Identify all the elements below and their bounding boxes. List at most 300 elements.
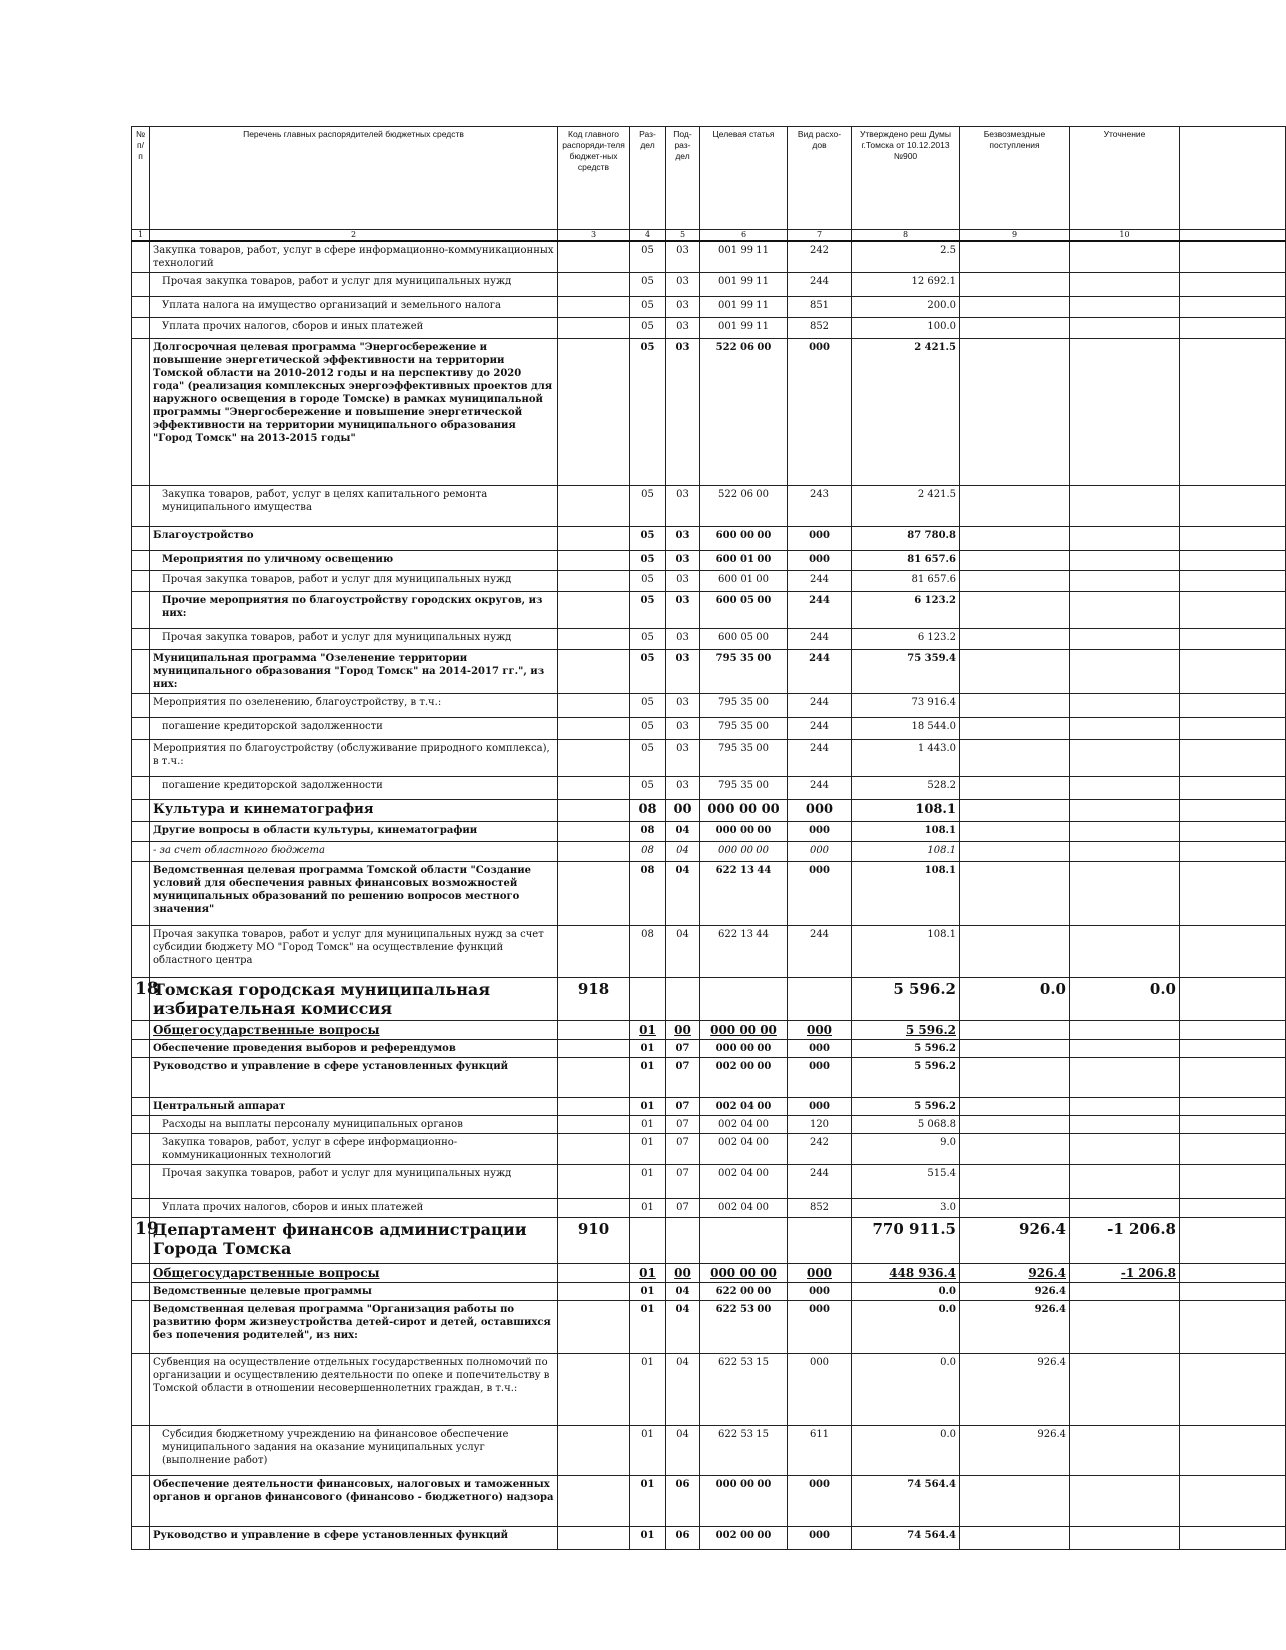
expense-type: 000: [788, 862, 852, 926]
table-row: [132, 1098, 1286, 1116]
grants-amount: [960, 1021, 1070, 1040]
item-name: Прочая закупка товаров, работ и услуг для муниципальных нужд: [150, 629, 558, 650]
adjustment-amount: [1070, 694, 1180, 718]
subsection-code: 03: [666, 551, 700, 571]
expense-type: 244: [788, 273, 852, 297]
subsection-code: 03: [666, 694, 700, 718]
item-name: Уплата прочих налогов, сборов и иных платежей: [150, 1199, 558, 1218]
adjustment-amount: [1070, 241, 1180, 273]
table-row: [132, 862, 1286, 926]
item-name: Мероприятия по благоустройству (обслуживание природного комплекса), в т.ч.:: [150, 740, 558, 777]
row-number: 19: [132, 1218, 150, 1264]
header-col-3: Код главного распоряди-теля бюджет-ных средств: [558, 127, 630, 230]
subsection-code: 03: [666, 297, 700, 318]
extra-cell: [1180, 694, 1286, 718]
grbs-code: [558, 1199, 630, 1218]
adjustment-amount: [1070, 1476, 1180, 1527]
item-name: Субсидия бюджетному учреждению на финансовое обеспечение муниципального задания на оказание муниципальных услуг (выполнение работ): [150, 1426, 558, 1476]
approved-amount: 2 421.5: [852, 486, 960, 527]
grbs-code: [558, 629, 630, 650]
expense-type: 000: [788, 822, 852, 842]
subsection-code: 03: [666, 650, 700, 694]
target-article: 795 35 00: [700, 694, 788, 718]
row-number: [132, 740, 150, 777]
extra-cell: [1180, 1021, 1286, 1040]
approved-amount: 81 657.6: [852, 551, 960, 571]
table-row: [132, 527, 1286, 551]
target-article: 000 00 00: [700, 842, 788, 862]
expense-type: 000: [788, 1264, 852, 1283]
table-row: [132, 273, 1286, 297]
adjustment-amount: [1070, 1199, 1180, 1218]
expense-type: 000: [788, 339, 852, 486]
grants-amount: [960, 629, 1070, 650]
grants-amount: [960, 1098, 1070, 1116]
grants-amount: [960, 318, 1070, 339]
extra-cell: [1180, 1264, 1286, 1283]
column-number-row: [132, 230, 1286, 242]
approved-amount: 515.4: [852, 1165, 960, 1199]
adjustment-amount: [1070, 486, 1180, 527]
table-row: [132, 629, 1286, 650]
approved-amount: 9.0: [852, 1134, 960, 1165]
adjustment-amount: [1070, 551, 1180, 571]
row-number: [132, 571, 150, 592]
expense-type: 120: [788, 1116, 852, 1134]
item-name: Муниципальная программа "Озеленение территории муниципального образования "Город Томск" на 2014-2017 гг.", из них:: [150, 650, 558, 694]
grbs-code: [558, 1098, 630, 1116]
item-name: Уплата прочих налогов, сборов и иных платежей: [150, 318, 558, 339]
col-number: 10: [1070, 230, 1180, 242]
extra-cell: [1180, 862, 1286, 926]
item-name: Ведомственные целевые программы: [150, 1283, 558, 1301]
subsection-code: 04: [666, 1354, 700, 1426]
row-number: [132, 318, 150, 339]
grbs-code: [558, 862, 630, 926]
section-code: 05: [630, 718, 666, 740]
extra-cell: [1180, 650, 1286, 694]
grants-amount: [960, 862, 1070, 926]
grbs-code: [558, 694, 630, 718]
row-number: [132, 1283, 150, 1301]
grants-amount: 926.4: [960, 1354, 1070, 1426]
section-code: 05: [630, 297, 666, 318]
table-row: [132, 740, 1286, 777]
grbs-code: [558, 718, 630, 740]
extra-cell: [1180, 1301, 1286, 1354]
section-code: 05: [630, 241, 666, 273]
approved-amount: 1 443.0: [852, 740, 960, 777]
grants-amount: 926.4: [960, 1264, 1070, 1283]
target-article: 795 35 00: [700, 740, 788, 777]
grbs-code: [558, 800, 630, 822]
grbs-code: [558, 241, 630, 273]
adjustment-amount: [1070, 777, 1180, 800]
extra-cell: [1180, 978, 1286, 1021]
adjustment-amount: [1070, 1040, 1180, 1058]
header-col-7: Вид расхо-дов: [788, 127, 852, 230]
expense-type: 244: [788, 1165, 852, 1199]
expense-type: 852: [788, 1199, 852, 1218]
extra-cell: [1180, 1354, 1286, 1426]
section-code: 01: [630, 1058, 666, 1098]
section-code: 01: [630, 1264, 666, 1283]
col-number: 3: [558, 230, 630, 242]
header-col-10: Уточнение: [1070, 127, 1180, 230]
section-code: 01: [630, 1527, 666, 1550]
grants-amount: [960, 1476, 1070, 1527]
subsection-code: 00: [666, 800, 700, 822]
extra-cell: [1180, 740, 1286, 777]
extra-cell: [1180, 1527, 1286, 1550]
target-article: [700, 1218, 788, 1264]
table-row: [132, 1218, 1286, 1264]
subsection-code: 03: [666, 486, 700, 527]
extra-cell: [1180, 1116, 1286, 1134]
extra-cell: [1180, 1058, 1286, 1098]
extra-cell: [1180, 1199, 1286, 1218]
section-code: 05: [630, 740, 666, 777]
expense-type: 000: [788, 1098, 852, 1116]
approved-amount: 2 421.5: [852, 339, 960, 486]
grbs-code: [558, 486, 630, 527]
target-article: 000 00 00: [700, 800, 788, 822]
grants-amount: [960, 650, 1070, 694]
section-code: 01: [630, 1116, 666, 1134]
target-article: 600 05 00: [700, 629, 788, 650]
grants-amount: [960, 1058, 1070, 1098]
extra-cell: [1180, 1098, 1286, 1116]
row-number: [132, 1165, 150, 1199]
approved-amount: 87 780.8: [852, 527, 960, 551]
approved-amount: 6 123.2: [852, 629, 960, 650]
expense-type: 000: [788, 1040, 852, 1058]
grbs-code: [558, 1058, 630, 1098]
expense-type: 000: [788, 1476, 852, 1527]
table-row: [132, 1476, 1286, 1527]
expense-type: 244: [788, 694, 852, 718]
table-row: [132, 822, 1286, 842]
approved-amount: 5 596.2: [852, 1040, 960, 1058]
extra-cell: [1180, 571, 1286, 592]
table-row: [132, 1301, 1286, 1354]
target-article: 002 00 00: [700, 1527, 788, 1550]
subsection-code: 04: [666, 822, 700, 842]
grbs-code: [558, 842, 630, 862]
table-row: [132, 1354, 1286, 1426]
item-name: Уплата налога на имущество организаций и земельного налога: [150, 297, 558, 318]
adjustment-amount: [1070, 650, 1180, 694]
section-code: 05: [630, 339, 666, 486]
expense-type: 852: [788, 318, 852, 339]
row-number: [132, 1354, 150, 1426]
section-code: 01: [630, 1301, 666, 1354]
header-col-8: Утверждено реш Думы г.Томска от 10.12.2013 №900: [852, 127, 960, 230]
subsection-code: 04: [666, 1301, 700, 1354]
subsection-code: 03: [666, 339, 700, 486]
row-number: [132, 650, 150, 694]
extra-cell: [1180, 777, 1286, 800]
grants-amount: [960, 740, 1070, 777]
expense-type: 851: [788, 297, 852, 318]
item-name: Мероприятия по озеленению, благоустройству, в т.ч.:: [150, 694, 558, 718]
grants-amount: [960, 1134, 1070, 1165]
grbs-code: [558, 822, 630, 842]
expense-type: 244: [788, 650, 852, 694]
row-number: [132, 777, 150, 800]
col-number-extra: [1180, 230, 1286, 242]
grants-amount: [960, 571, 1070, 592]
row-number: [132, 1021, 150, 1040]
item-name: Общегосударственные вопросы: [150, 1021, 558, 1040]
table-row: [132, 1199, 1286, 1218]
approved-amount: 18 544.0: [852, 718, 960, 740]
expense-type: [788, 1218, 852, 1264]
target-article: 002 04 00: [700, 1134, 788, 1165]
table-row: [132, 1116, 1286, 1134]
table-row: [132, 592, 1286, 629]
target-article: 001 99 11: [700, 297, 788, 318]
col-number: 7: [788, 230, 852, 242]
row-number: [132, 862, 150, 926]
grbs-code: [558, 650, 630, 694]
row-number: [132, 1426, 150, 1476]
approved-amount: 448 936.4: [852, 1264, 960, 1283]
grants-amount: [960, 1527, 1070, 1550]
table-row: [132, 650, 1286, 694]
subsection-code: 06: [666, 1476, 700, 1527]
table-row: [132, 297, 1286, 318]
extra-cell: [1180, 273, 1286, 297]
table-row: [132, 926, 1286, 978]
grants-amount: [960, 527, 1070, 551]
target-article: 600 05 00: [700, 592, 788, 629]
section-code: 01: [630, 1098, 666, 1116]
adjustment-amount: [1070, 527, 1180, 551]
approved-amount: 73 916.4: [852, 694, 960, 718]
adjustment-amount: [1070, 1426, 1180, 1476]
target-article: 600 01 00: [700, 551, 788, 571]
table-row: [132, 339, 1286, 486]
grants-amount: [960, 1040, 1070, 1058]
adjustment-amount: [1070, 1021, 1180, 1040]
grants-amount: [960, 694, 1070, 718]
row-number: [132, 629, 150, 650]
grbs-code: [558, 1134, 630, 1165]
grbs-code: [558, 571, 630, 592]
target-article: 522 06 00: [700, 486, 788, 527]
item-name: Расходы на выплаты персоналу муниципальных органов: [150, 1116, 558, 1134]
approved-amount: 108.1: [852, 862, 960, 926]
approved-amount: 0.0: [852, 1354, 960, 1426]
target-article: 795 35 00: [700, 650, 788, 694]
section-code: 05: [630, 592, 666, 629]
target-article: 000 00 00: [700, 1040, 788, 1058]
row-number: [132, 1476, 150, 1527]
table-row: [132, 551, 1286, 571]
subsection-code: 07: [666, 1040, 700, 1058]
target-article: 522 06 00: [700, 339, 788, 486]
grbs-code: [558, 1165, 630, 1199]
approved-amount: 0.0: [852, 1283, 960, 1301]
adjustment-amount: [1070, 339, 1180, 486]
subsection-code: 03: [666, 629, 700, 650]
row-number: [132, 339, 150, 486]
extra-cell: [1180, 718, 1286, 740]
section-code: 05: [630, 650, 666, 694]
section-code: 01: [630, 1199, 666, 1218]
budget-document: [131, 126, 1275, 1550]
adjustment-amount: [1070, 273, 1180, 297]
expense-type: 244: [788, 629, 852, 650]
row-number: [132, 273, 150, 297]
grbs-code: [558, 1283, 630, 1301]
subsection-code: 04: [666, 926, 700, 978]
item-name: Прочая закупка товаров, работ и услуг для муниципальных нужд: [150, 571, 558, 592]
table-row: [132, 486, 1286, 527]
table-row: [132, 1134, 1286, 1165]
approved-amount: 3.0: [852, 1199, 960, 1218]
expense-type: 243: [788, 486, 852, 527]
extra-cell: [1180, 339, 1286, 486]
expense-type: 000: [788, 551, 852, 571]
section-code: 01: [630, 1426, 666, 1476]
grbs-code: [558, 1426, 630, 1476]
approved-amount: 5 596.2: [852, 1098, 960, 1116]
grants-amount: [960, 777, 1070, 800]
row-number: [132, 1199, 150, 1218]
extra-cell: [1180, 297, 1286, 318]
adjustment-amount: [1070, 718, 1180, 740]
adjustment-amount: [1070, 1165, 1180, 1199]
target-article: 002 04 00: [700, 1098, 788, 1116]
grants-amount: 926.4: [960, 1218, 1070, 1264]
grbs-code: [558, 1527, 630, 1550]
col-number: 1: [132, 230, 150, 242]
extra-cell: [1180, 842, 1286, 862]
approved-amount: 108.1: [852, 842, 960, 862]
budget-table: [131, 126, 1286, 1550]
adjustment-amount: [1070, 1058, 1180, 1098]
extra-cell: [1180, 551, 1286, 571]
item-name: Прочая закупка товаров, работ и услуг для муниципальных нужд: [150, 273, 558, 297]
section-code: 01: [630, 1283, 666, 1301]
section-code: 01: [630, 1165, 666, 1199]
subsection-code: [666, 1218, 700, 1264]
grants-amount: [960, 486, 1070, 527]
item-name: Ведомственная целевая программа "Организация работы по развитию форм жизнеустройства детей-сирот и детей, оставшихся без попечения родителей", из них:: [150, 1301, 558, 1354]
extra-cell: [1180, 592, 1286, 629]
approved-amount: 100.0: [852, 318, 960, 339]
row-number: [132, 1134, 150, 1165]
target-article: 001 99 11: [700, 318, 788, 339]
expense-type: 244: [788, 777, 852, 800]
subsection-code: 06: [666, 1527, 700, 1550]
approved-amount: 5 596.2: [852, 1021, 960, 1040]
grants-amount: 0.0: [960, 978, 1070, 1021]
approved-amount: 74 564.4: [852, 1527, 960, 1550]
row-number: [132, 822, 150, 842]
target-article: 622 53 15: [700, 1354, 788, 1426]
approved-amount: 528.2: [852, 777, 960, 800]
subsection-code: 04: [666, 1283, 700, 1301]
approved-amount: 6 123.2: [852, 592, 960, 629]
item-name: Руководство и управление в сфере установленных функций: [150, 1058, 558, 1098]
grbs-code: [558, 318, 630, 339]
item-name: Закупка товаров, работ, услуг в сфере информационно-коммуникационных технологий: [150, 241, 558, 273]
section-code: 08: [630, 862, 666, 926]
target-article: 000 00 00: [700, 1264, 788, 1283]
adjustment-amount: -1 206.8: [1070, 1264, 1180, 1283]
target-article: [700, 978, 788, 1021]
expense-type: 000: [788, 1021, 852, 1040]
target-article: 002 00 00: [700, 1058, 788, 1098]
grants-amount: 926.4: [960, 1426, 1070, 1476]
adjustment-amount: [1070, 862, 1180, 926]
grbs-code: [558, 1040, 630, 1058]
section-code: 08: [630, 842, 666, 862]
adjustment-amount: [1070, 629, 1180, 650]
row-number: [132, 800, 150, 822]
row-number: [132, 842, 150, 862]
target-article: 001 99 11: [700, 273, 788, 297]
grbs-code: [558, 926, 630, 978]
grbs-code: [558, 1021, 630, 1040]
adjustment-amount: [1070, 822, 1180, 842]
extra-cell: [1180, 1165, 1286, 1199]
item-name: Общегосударственные вопросы: [150, 1264, 558, 1283]
section-code: 05: [630, 273, 666, 297]
section-code: [630, 1218, 666, 1264]
section-code: 05: [630, 486, 666, 527]
grbs-code: [558, 297, 630, 318]
grants-amount: [960, 273, 1070, 297]
subsection-code: 07: [666, 1058, 700, 1098]
section-code: 05: [630, 318, 666, 339]
subsection-code: 00: [666, 1264, 700, 1283]
row-number: 18: [132, 978, 150, 1021]
col-number: 2: [150, 230, 558, 242]
row-number: [132, 1040, 150, 1058]
extra-cell: [1180, 527, 1286, 551]
subsection-code: 04: [666, 1426, 700, 1476]
table-row: [132, 1165, 1286, 1199]
expense-type: 000: [788, 842, 852, 862]
grbs-code: [558, 1264, 630, 1283]
section-code: 05: [630, 527, 666, 551]
grbs-code: [558, 339, 630, 486]
header-col-6: Целевая статья: [700, 127, 788, 230]
grbs-code: [558, 592, 630, 629]
item-name: Закупка товаров, работ, услуг в целях капитального ремонта муниципального имущества: [150, 486, 558, 527]
expense-type: 000: [788, 800, 852, 822]
subsection-code: 03: [666, 592, 700, 629]
target-article: 000 00 00: [700, 822, 788, 842]
expense-type: 244: [788, 592, 852, 629]
item-name: Культура и кинематография: [150, 800, 558, 822]
row-number: [132, 1301, 150, 1354]
grbs-code: 910: [558, 1218, 630, 1264]
row-number: [132, 1058, 150, 1098]
table-row: [132, 777, 1286, 800]
approved-amount: 770 911.5: [852, 1218, 960, 1264]
target-article: 002 04 00: [700, 1165, 788, 1199]
header-col-2: Перечень главных распорядителей бюджетных средств: [150, 127, 558, 230]
target-article: 000 00 00: [700, 1476, 788, 1527]
target-article: 622 53 15: [700, 1426, 788, 1476]
table-row: [132, 1040, 1286, 1058]
approved-amount: 2.5: [852, 241, 960, 273]
